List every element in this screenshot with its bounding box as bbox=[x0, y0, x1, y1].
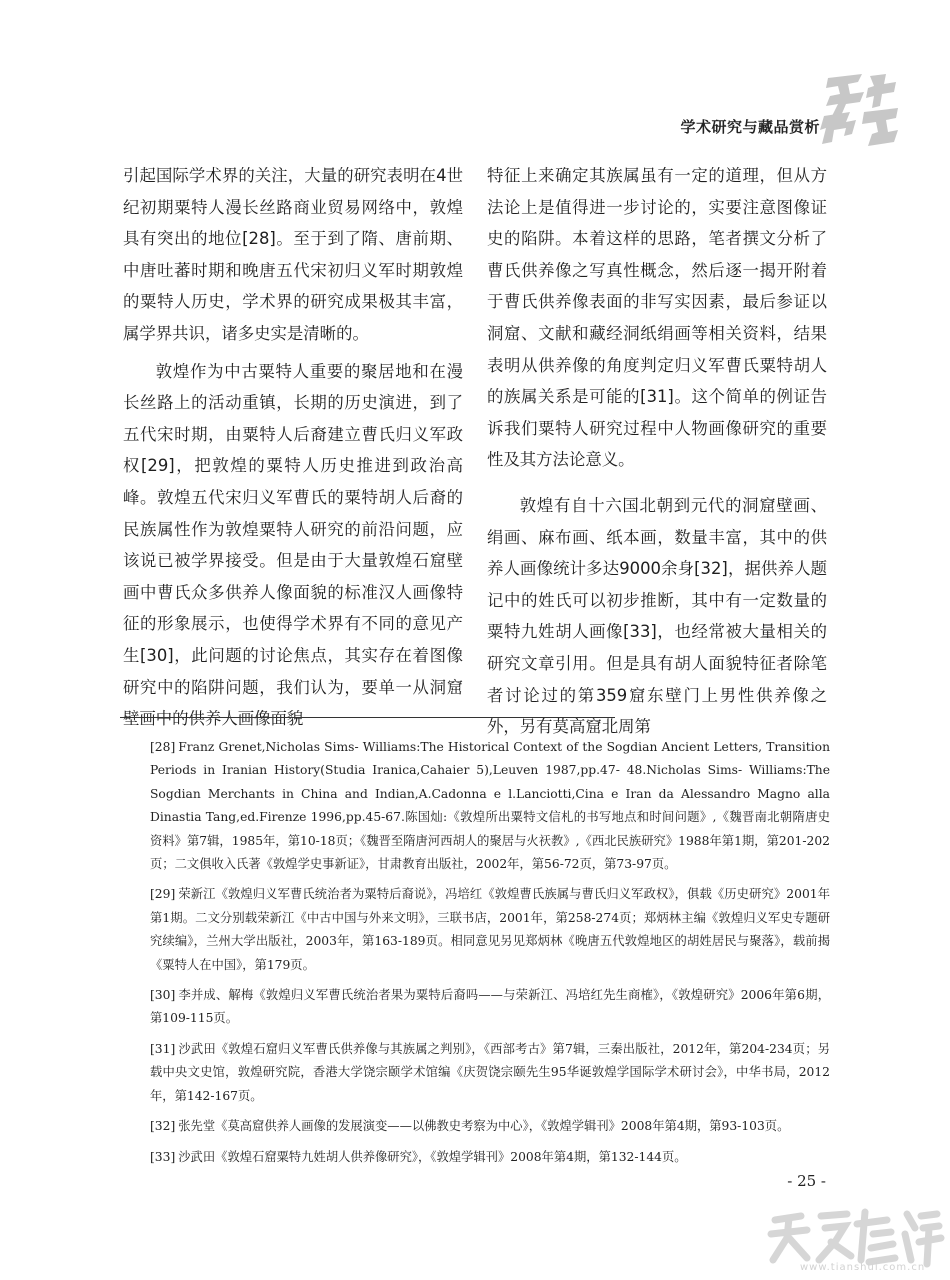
footnote-29: [29] 荣新江《敦煌归义军曹氏统治者为粟特后裔说》，冯培红《敦煌曹氏族属与曹氏归义军政权》，俱载《历史研究》2001年第1期。二文分别载荣新江《中古中国与外来文明》，三联书店，2001年，第258-274页；郑炳林主编《敦煌归义军史专题研究续编》，兰州大学出版社，2003年，第163-189页。相同意见另见郑炳林《晚唐五代敦煌地区的胡姓居民与聚落》，载前揭《粟特人在中国》，第179页。 bbox=[150, 887, 831, 972]
body-column-left bbox=[123, 160, 463, 735]
body-paragraph: 敦煌作为中古粟特人重要的聚居地和在漫长丝路上的活动重镇，长期的历史演进，到了五代宋时期，由粟特人后裔建立曹氏归义军政权[29]，把敦煌的粟特人历史推进到政治高峰。敦煌五代宋归义军曹氏的粟特胡人后裔的民族属性作为敦煌粟特人研究的前沿问题，应该说已被学界接受。但是由于大量敦煌石窟壁画中曹氏众多供养人像面貌的标准汉人画像特征的形象展示，也使得学术界有不同的意见产生[30]，此问题的讨论焦点，其实存在着图像研究中的陷阱问题，我们认为，要单一从洞窟壁画中的供养人画像面貌 bbox=[123, 361, 463, 729]
watermark-url: www.tianshui.com.cn bbox=[800, 1262, 926, 1273]
footnote-divider bbox=[120, 717, 615, 718]
body-paragraph: 敦煌有自十六国北朝到元代的洞窟壁画、绢画、麻布画、纸本画，数量丰富，其中的供养人画像统计多达9000余身[32]，据供养人题记中的姓氏可以初步推断，其中有一定数量的粟特九姓胡人画像[33]，也经常被大量相关的研究文章引用。但是具有胡人面貌特征者除笔者讨论过的第359窟东壁门上男性供养像之外，另有莫高窟北周第 bbox=[487, 495, 827, 737]
footnote-32: [32] 张先堂《莫高窟供养人画像的发展演变——以佛教史考察为中心》，《敦煌学辑刊》2008年第4期，第93-103页。 bbox=[150, 1119, 790, 1134]
page-number: - 25 - bbox=[787, 1172, 826, 1190]
body-paragraph: 引起国际学术界的关注，大量的研究表明在4世纪初期粟特人漫长丝路商业贸易网络中，敦煌具有突出的地位[28]。至于到了隋、唐前期、中唐吐蕃时期和晚唐五代宋初归义军时期敦煌的粟特人历史，学术界的研究成果极其丰富，属学界共识，诸多史实是清晰的。 bbox=[123, 166, 463, 343]
body-paragraph: 特征上来确定其族属虽有一定的道理，但从方法论上是值得进一步讨论的，实要注意图像证史的陷阱。本着这样的思路，笔者撰文分析了曹氏供养像之写真性概念，然后逐一揭开附着于曹氏供养像表面的非写实因素，最后参证以洞窟、文献和藏经洞纸绢画等相关资料，结果表明从供养像的角度判定归义军曹氏粟特胡人的族属关系是可能的[31]。这个简单的例证告诉我们粟特人研究过程中人物画像研究的重要性及其方法论意义。 bbox=[487, 166, 827, 470]
footnote-28: [28] Franz Grenet,Nicholas Sims- Williams:The Historical Context of the Sogdian Ancient Letters, Transition Periods in Iranian History(Studia Iranica,Cahaier 5),Leuven 1987,pp.47- 48.Nicholas Sims- Williams:The Sogdian Merchants in China and Indian,A.Cadonna e l.Lanciotti,Cina e Iran da Alessandro Magno alla Dinastia Tang,ed.Firenze 1996,pp.45-67.陈国灿:《敦煌所出粟特文信札的书写地点和时间问题》,《魏晋南北朝隋唐史资料》第7辑，1985年，第10-18页；《魏晋至隋唐河西胡人的聚居与火祆教》,《西北民族研究》1988年第1期，第201-202页；二文俱收入氏著《敦煌学史事新证》，甘肃教育出版社，2002年，第56-72页，第73-97页。 bbox=[150, 740, 830, 872]
section-label: 学术研究与藏品赏析 bbox=[680, 118, 820, 136]
footnote-31: [31] 沙武田《敦煌石窟归义军曹氏供养像与其族属之判别》，《西部考古》第7辑，三秦出版社，2012年，第204-234页；另载中央文史馆，敦煌研究院，香港大学饶宗颐学术馆编《庆贺饶宗颐先生95华诞敦煌学国际学术研讨会》，中华书局，2012年，第142-167页。 bbox=[150, 1041, 830, 1103]
footnote-30: [30] 李并成、解梅《敦煌归义军曹氏统治者果为粟特后裔吗——与荣新江、冯培红先生商榷》，《敦煌研究》2006年第6期，第109-115页。 bbox=[150, 988, 830, 1026]
seal-logo bbox=[810, 72, 906, 150]
body-column-right bbox=[487, 160, 827, 743]
footnotes bbox=[150, 736, 830, 1176]
footnote-33: [33] 沙武田《敦煌石窟粟特九姓胡人供养像研究》，《敦煌学辑刊》2008年第4期，第132-144页。 bbox=[150, 1149, 687, 1164]
